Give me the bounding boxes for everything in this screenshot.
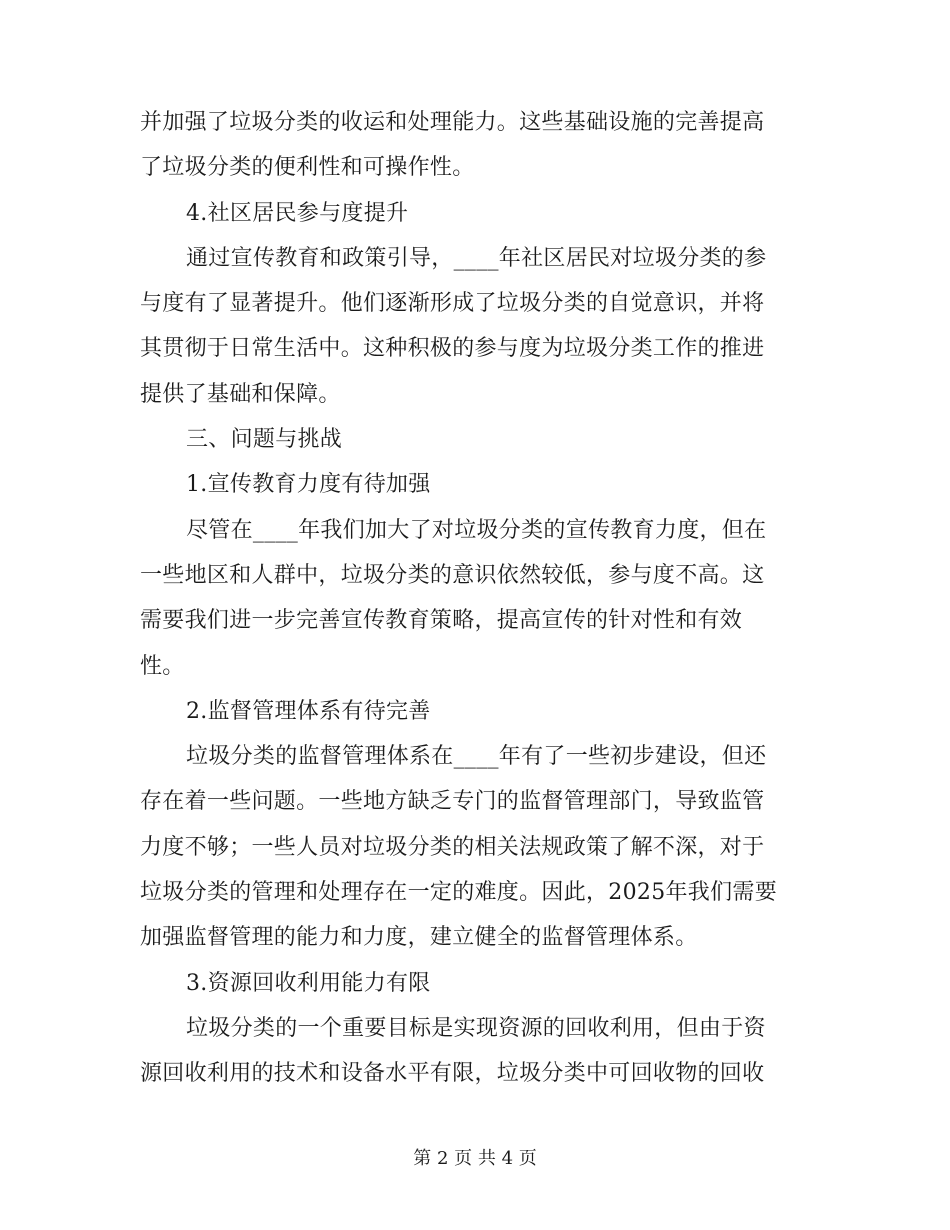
text-line: 提供了基础和保障。 [140,381,341,407]
text-line: 加强监督管理的能力和力度，建立健全的监督管理体系。 [140,925,698,951]
text-line: 力度不够；一些人员对垃圾分类的相关法规政策了解不深，对于 [140,834,765,860]
text-line: 一些地区和人群中，垃圾分类的意识依然较低，参与度不高。这 [140,562,765,588]
text-line: 并加强了垃圾分类的收运和处理能力。这些基础设施的完善提高 [140,110,765,135]
text-line: 性。 [140,653,185,679]
text-line: 与度有了显著提升。他们逐渐形成了垃圾分类的自觉意识，并将 [140,291,765,317]
text-line: 存在着一些问题。一些地方缺乏专门的监督管理部门，导致监管 [140,789,765,815]
text-line: 了垃圾分类的便利性和可操作性。 [140,155,475,181]
page-number-footer: 第 2 页 共 4 页 [413,1148,537,1169]
text-line: 其贯彻于日常生活中。这种积极的参与度为垃圾分类工作的推进 [140,336,765,362]
document-body [140,100,812,1097]
chapter-heading: 三、问题与挑战 [186,427,343,453]
text-line: 需要我们进一步完善宣传教育策略，提高宣传的针对性和有效 [140,608,743,634]
paragraph-first-line: 垃圾分类的监督管理体系在____年有了一些初步建设，但还 [186,744,767,770]
section-heading: 4.社区居民参与度提升 [186,200,409,226]
section-heading: 1.宣传教育力度有待加强 [186,472,431,498]
section-heading: 3.资源回收利用能力有限 [186,970,431,996]
text-line: 垃圾分类的管理和处理存在一定的难度。因此，2025年我们需要 [140,880,777,906]
paragraph-first-line: 通过宣传教育和政策引导，____年社区居民对垃圾分类的参 [186,245,767,271]
paragraph-first-line: 垃圾分类的一个重要目标是实现资源的回收利用，但由于资 [186,1015,766,1041]
paragraph-first-line: 尽管在____年我们加大了对垃圾分类的宣传教育力度，但在 [186,517,767,543]
text-line: 源回收利用的技术和设备水平有限，垃圾分类中可回收物的回收 [140,1061,765,1087]
section-heading: 2.监督管理体系有待完善 [186,698,431,724]
